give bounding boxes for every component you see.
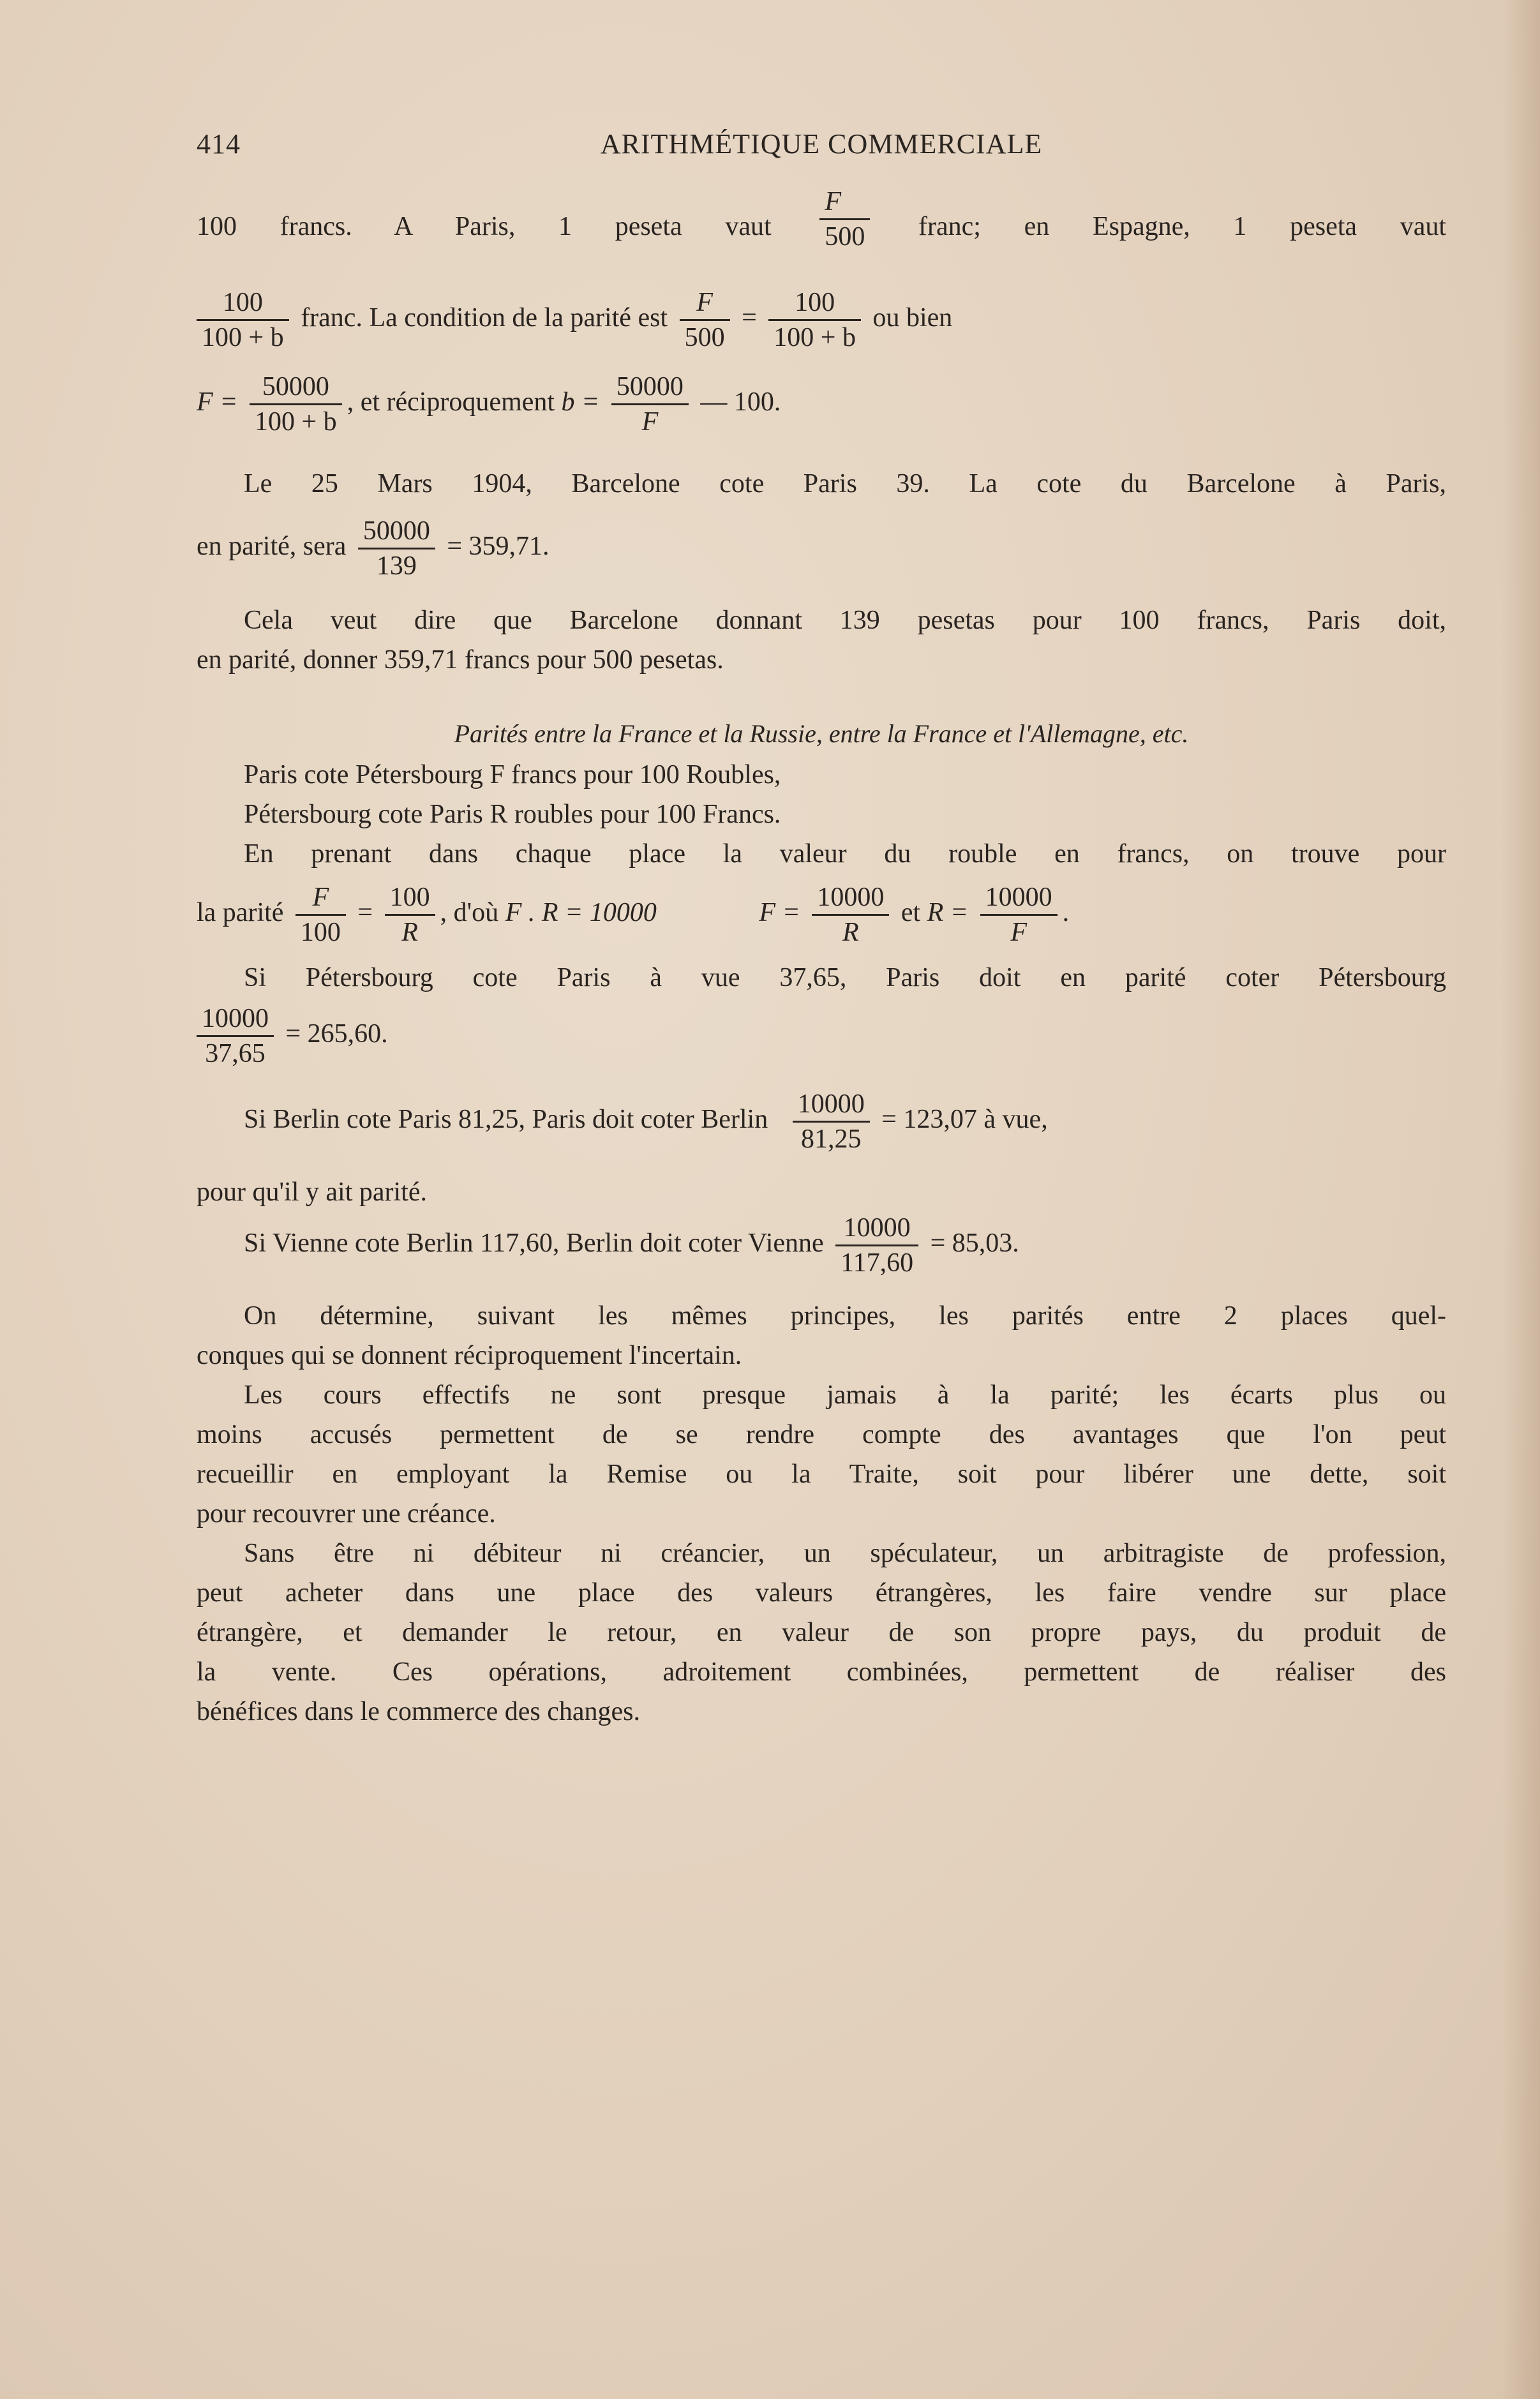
section-heading: Parités entre la France et la Russie, entre la France et l'Allemagne, etc.	[454, 719, 1189, 748]
text-line: Cela veut dire que Barcelone donnant 139 pesetas pour 100 francs, Paris doit,	[244, 606, 1446, 635]
text-line: pour qu'il y ait parité.	[197, 1177, 427, 1207]
text-line: recueillir en employant la Remise ou la Traite, soit pour libérer une dette, soit	[197, 1460, 1446, 1489]
page-title: ARITHMÉTIQUE COMMERCIALE	[600, 128, 1043, 160]
text-line: étrangère, et demander le retour, en valeur de son propre pays, du produit de	[197, 1618, 1446, 1647]
fraction: $\frac{100}{100 + b}$	[768, 286, 861, 354]
text-line: en parité, donner 359,71 francs pour 500 pesetas.	[197, 645, 724, 675]
text-line: bénéfices dans le commerce des changes.	[197, 1697, 641, 1726]
text-line: en parité, sera $\frac{50000}{139}$ = 359,71.	[197, 514, 1446, 583]
text-line: 100 francs. A Paris, 1 peseta vaut $\frac{F}{500}$ franc; en Espagne, 1 peseta vaut	[197, 204, 1446, 253]
fraction: $\frac{50000}{139}$	[358, 514, 435, 583]
text-line: F = $\frac{50000}{100 + b}$ , et réciproquement b = $\frac{50000}{F}$ — 100.	[197, 370, 1446, 438]
page-edge-shadow	[1502, 0, 1540, 2399]
fraction: $\frac{10000}{81,25}$	[793, 1087, 870, 1156]
text-line: Paris cote Pétersbourg F francs pour 100 Roubles,	[244, 760, 781, 789]
page-number: 414	[197, 128, 241, 160]
text-line: Les cours effectifs ne sont presque jamais à la parité; les écarts plus ou	[244, 1380, 1446, 1410]
text-line: Si Pétersbourg cote Paris à vue 37,65, Paris doit en parité coter Pétersbourg	[244, 963, 1446, 992]
fraction: $\frac{F}{500}$	[819, 185, 870, 253]
fraction: $\frac{10000}{117,60}$	[835, 1211, 918, 1280]
text-line: peut acheter dans une place des valeurs étrangères, les faire vendre sur place	[197, 1578, 1446, 1608]
text-line: conques qui se donnent réciproquement l'incertain.	[197, 1341, 742, 1370]
text-line: la parité $\frac{F}{100}$ = $\frac{100}{R}$ , d'où F . R = 10000 F = $\frac{10000}{R}$ et R = $\frac{10000}{F}$ .	[197, 881, 1446, 949]
fraction: $\frac{50000}{F}$	[611, 370, 689, 438]
running-header	[197, 128, 1446, 166]
text-line: Si Vienne cote Berlin 117,60, Berlin doit coter Vienne $\frac{10000}{117,60}$ = 85,03.	[197, 1211, 1446, 1280]
fraction: $\frac{10000}{37,65}$	[197, 1002, 274, 1070]
text-line: En prenant dans chaque place la valeur du rouble en francs, on trouve pour	[244, 839, 1446, 869]
text-line: $\frac{10000}{37,65}$ = 265,60.	[197, 1002, 1446, 1070]
fraction: $\frac{F}{100}$	[295, 881, 346, 949]
text-line: la vente. Ces opérations, adroitement combinées, permettent de réaliser des	[197, 1657, 1446, 1687]
fraction: $\frac{10000}{R}$	[812, 881, 889, 949]
text-line: $\frac{100}{100 + b}$ franc. La condition de la parité est $\frac{F}{500}$ = $\frac{100}{100 + b}$ ou bien	[197, 286, 1446, 354]
text-line: Le 25 Mars 1904, Barcelone cote Paris 39. La cote du Barcelone à Paris,	[244, 469, 1446, 498]
fraction: $\frac{10000}{F}$	[980, 881, 1058, 949]
text-line: Si Berlin cote Paris 81,25, Paris doit coter Berlin $\frac{10000}{81,25}$ = 123,07 à vue,	[197, 1087, 1446, 1156]
fraction: $\frac{100}{100 + b}$	[197, 286, 289, 354]
text-line: moins accusés permettent de se rendre compte des avantages que l'on peut	[197, 1420, 1446, 1449]
text-line: Pétersbourg cote Paris R roubles pour 100 Francs.	[244, 800, 781, 829]
fraction: $\frac{100}{R}$	[385, 881, 435, 949]
text-line: Sans être ni débiteur ni créancier, un spéculateur, un arbitragiste de profession,	[244, 1539, 1446, 1568]
fraction: $\frac{50000}{100 + b}$	[250, 370, 342, 438]
text-line: On détermine, suivant les mêmes principes, les parités entre 2 places quel-	[244, 1301, 1446, 1331]
fraction: $\frac{F}{500}$	[680, 286, 730, 354]
text-line: pour recouvrer une créance.	[197, 1499, 496, 1528]
